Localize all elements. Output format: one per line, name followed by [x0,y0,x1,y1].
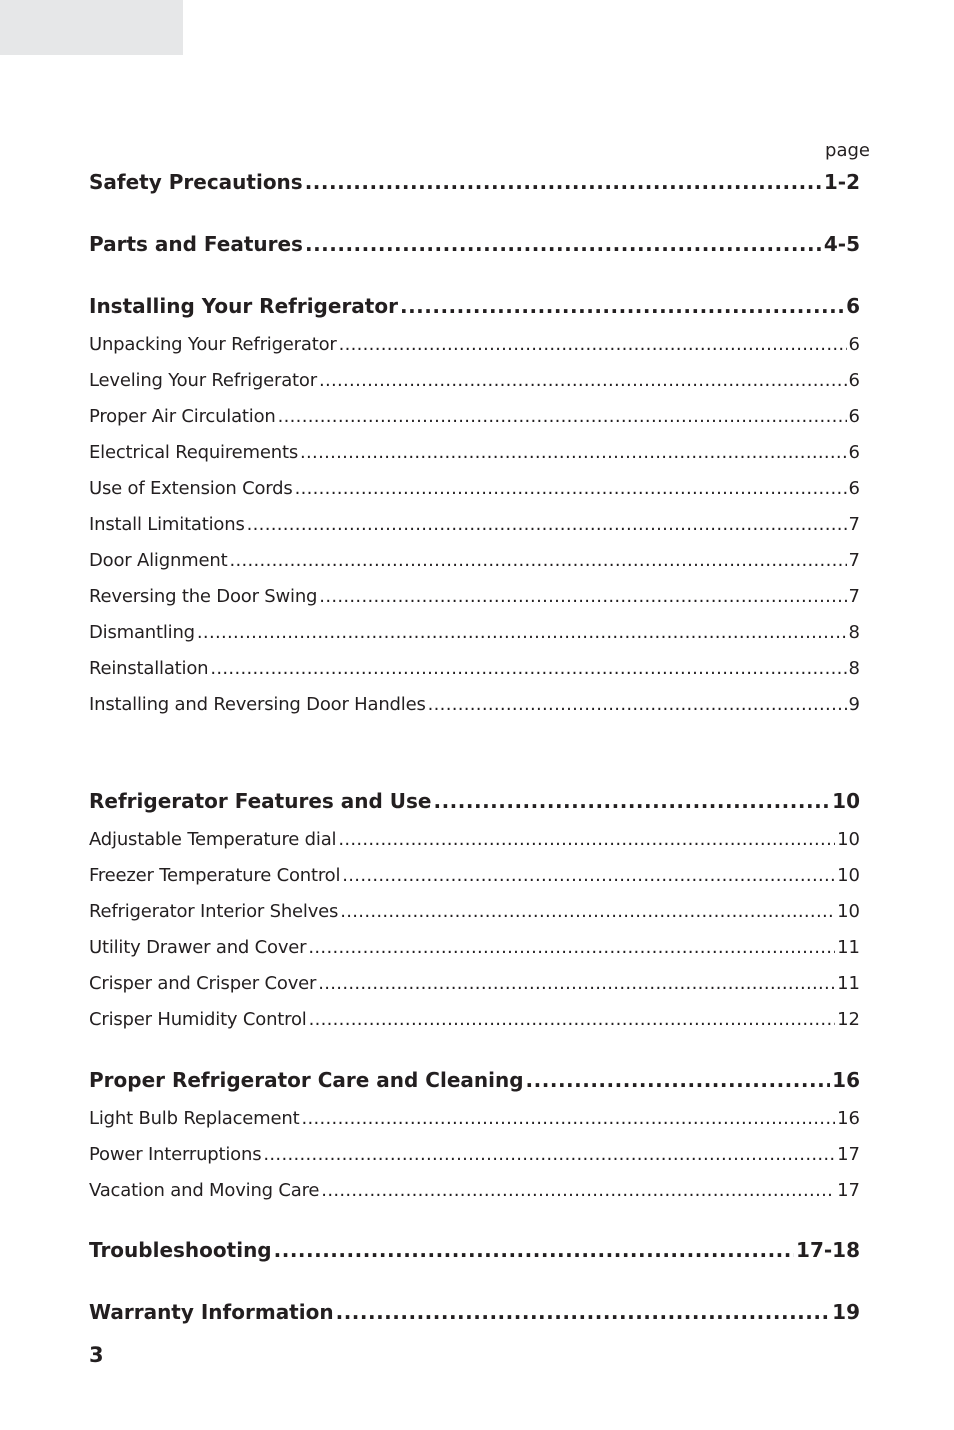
toc-entry-page: 6 [846,294,860,318]
toc-entry-page: 17-18 [796,1238,860,1262]
toc-entry-temperature-dial[interactable] [89,829,860,850]
toc-entry-label: Electrical Requirements [89,442,298,463]
toc-entry-label: Crisper and Crisper Cover [89,973,317,994]
toc-entry-page: 16 [832,1068,860,1092]
toc-entry-safety-precautions[interactable] [89,170,860,194]
toc-entry-page: 6 [848,334,860,355]
corner-tab [0,0,183,55]
toc-entry-label: Proper Air Circulation [89,406,276,427]
dot-leader [342,865,835,886]
toc-entry-air-circulation[interactable] [89,406,860,427]
toc-entry-humidity-control[interactable] [89,1009,860,1030]
toc-entry-page: 17 [837,1180,860,1201]
dot-leader [305,170,822,194]
toc-entry-page: 7 [848,514,860,535]
toc-entry-crisper-cover[interactable] [89,973,860,994]
dot-leader [229,550,846,571]
toc-entry-label: Leveling Your Refrigerator [89,370,317,391]
toc-entry-unpacking[interactable] [89,334,860,355]
toc-entry-page: 10 [837,901,860,922]
toc-entry-care-and-cleaning[interactable] [89,1068,860,1092]
toc-entry-install-limitations[interactable] [89,514,860,535]
dot-leader [308,937,835,958]
toc-entry-label: Installing and Reversing Door Handles [89,694,426,715]
toc-entry-power-interruptions[interactable] [89,1144,860,1165]
dot-leader [197,622,847,643]
dot-leader [295,478,847,499]
toc-entry-label: Installing Your Refrigerator [89,294,398,318]
toc-entry-page: 6 [848,406,860,427]
toc-entry-label: Refrigerator Features and Use [89,789,432,813]
toc-entry-page: 9 [848,694,860,715]
dot-leader [339,334,847,355]
toc-entry-leveling[interactable] [89,370,860,391]
dot-leader [340,901,835,922]
toc-entry-interior-shelves[interactable] [89,901,860,922]
dot-leader [319,586,846,607]
toc-entry-page: 6 [848,370,860,391]
dot-leader [300,442,847,463]
dot-leader [319,370,847,391]
toc-entry-parts-and-features[interactable] [89,232,860,256]
dot-leader [278,406,847,427]
toc-entry-label: Unpacking Your Refrigerator [89,334,337,355]
page-number: 3 [89,1343,104,1367]
toc-entry-label: Proper Refrigerator Care and Cleaning [89,1068,524,1092]
toc-entry-reinstallation[interactable] [89,658,860,679]
dot-leader [433,789,830,813]
toc-entry-page: 11 [837,937,860,958]
page-column-label: page [825,140,870,161]
toc-entry-label: Power Interruptions [89,1144,262,1165]
toc-entry-page: 6 [848,478,860,499]
dot-leader [309,1009,836,1030]
dot-leader [321,1180,835,1201]
dot-leader [263,1144,835,1165]
toc-entry-label: Utility Drawer and Cover [89,937,307,958]
toc-entry-utility-drawer[interactable] [89,937,860,958]
toc-entry-label: Troubleshooting [89,1238,272,1262]
toc-entry-label: Use of Extension Cords [89,478,293,499]
dot-leader [210,658,846,679]
toc-entry-electrical-requirements[interactable] [89,442,860,463]
toc-entry-page: 7 [848,586,860,607]
toc-entry-label: Reinstallation [89,658,209,679]
toc-entry-label: Parts and Features [89,232,303,256]
toc-entry-page: 4-5 [823,232,860,256]
toc-entry-light-bulb[interactable] [89,1108,860,1129]
toc-entry-page: 10 [837,865,860,886]
dot-leader [247,514,847,535]
toc-entry-page: 17 [837,1144,860,1165]
toc-entry-label: Crisper Humidity Control [89,1009,307,1030]
toc-entry-warranty[interactable] [89,1300,860,1324]
toc-entry-extension-cords[interactable] [89,478,860,499]
toc-entry-page: 16 [837,1108,860,1129]
toc-entry-dismantling[interactable] [89,622,860,643]
toc-entry-label: Warranty Information [89,1300,334,1324]
toc-entry-door-handles[interactable] [89,694,860,715]
dot-leader [305,232,822,256]
toc-entry-freezer-control[interactable] [89,865,860,886]
toc-entry-reversing-door-swing[interactable] [89,586,860,607]
toc-entry-label: Door Alignment [89,550,228,571]
dot-leader [318,973,835,994]
toc-entry-page: 8 [848,658,860,679]
toc-entry-label: Adjustable Temperature dial [89,829,337,850]
toc-entry-vacation-moving[interactable] [89,1180,860,1201]
toc-entry-page: 11 [837,973,860,994]
dot-leader [336,1300,831,1324]
toc-entry-troubleshooting[interactable] [89,1238,860,1262]
toc-entry-label: Refrigerator Interior Shelves [89,901,339,922]
toc-entry-label: Vacation and Moving Care [89,1180,320,1201]
toc-entry-page: 6 [848,442,860,463]
dot-leader [526,1068,831,1092]
dot-leader [338,829,835,850]
dot-leader [301,1108,835,1129]
toc-entry-page: 10 [832,789,860,813]
dot-leader [274,1238,794,1262]
toc-entry-door-alignment[interactable] [89,550,860,571]
toc-entry-page: 19 [832,1300,860,1324]
dot-leader [400,294,844,318]
toc-entry-page: 7 [848,550,860,571]
toc-entry-label: Safety Precautions [89,170,303,194]
toc-entry-label: Dismantling [89,622,195,643]
toc-entry-label: Freezer Temperature Control [89,865,341,886]
toc-entry-page: 8 [848,622,860,643]
toc-entry-installing-your-refrigerator[interactable] [89,294,860,318]
toc-entry-features-and-use[interactable] [89,789,860,813]
dot-leader [428,694,847,715]
toc-entry-label: Light Bulb Replacement [89,1108,300,1129]
toc-entry-label: Install Limitations [89,514,245,535]
toc-entry-page: 12 [837,1009,860,1030]
toc-entry-page: 1-2 [823,170,860,194]
toc-entry-page: 10 [837,829,860,850]
toc-entry-label: Reversing the Door Swing [89,586,318,607]
